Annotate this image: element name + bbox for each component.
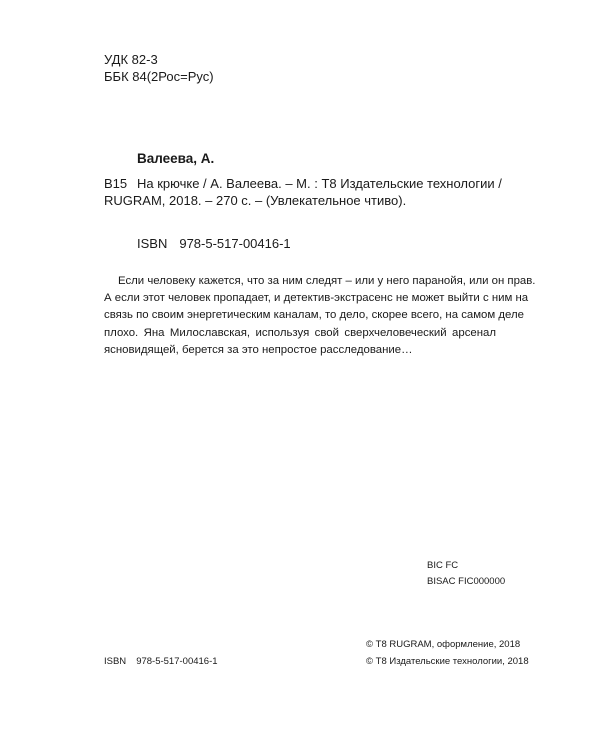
bibliographic-description-line-1: На крючке / А. Валеева. – М. : Т8 Издательские технологии / <box>137 176 502 191</box>
annotation-line: ясновидящей, берется за это непростое расследование… <box>104 343 413 356</box>
annotation-line: связь по своим энергетическим каналам, то дело, скорее всего, на самом деле <box>104 309 524 322</box>
isbn-footer-label: ISBN <box>104 656 127 667</box>
isbn-label: ISBN <box>137 236 168 251</box>
isbn-value: 978-5-517-00416-1 <box>179 236 291 251</box>
bic-code: BIC FC <box>427 560 459 571</box>
annotation-line: Если человеку кажется, что за ним следят – или у него паранойя, или он прав. <box>118 275 536 287</box>
udk-code: УДК 82-3 <box>104 52 158 67</box>
isbn-block <box>137 236 291 251</box>
isbn-footer <box>104 656 218 667</box>
author-sign-code: В15 <box>104 176 128 191</box>
bbk-code: ББК 84(2Рос=Рус) <box>104 69 214 84</box>
isbn-footer-value: 978-5-517-00416-1 <box>136 656 218 667</box>
bisac-code: BISAC FIC000000 <box>427 576 506 587</box>
annotation-text <box>104 273 536 359</box>
annotation-line: плохо. Яна Милославская, используя свой сверхчеловеческий арсенал <box>104 326 496 339</box>
copyright-line: © Т8 RUGRAM, оформление, 2018 <box>366 639 521 650</box>
author-heading: Валеева, А. <box>137 151 215 166</box>
annotation-line: А если этот человек пропадает, и детектив-экстрасенс не может выйти с ним на <box>104 292 529 305</box>
copyright-line: © Т8 Издательские технологии, 2018 <box>366 656 529 667</box>
bibliographic-description-line-2: RUGRAM, 2018. – 270 с. – (Увлекательное чтиво). <box>104 193 407 208</box>
